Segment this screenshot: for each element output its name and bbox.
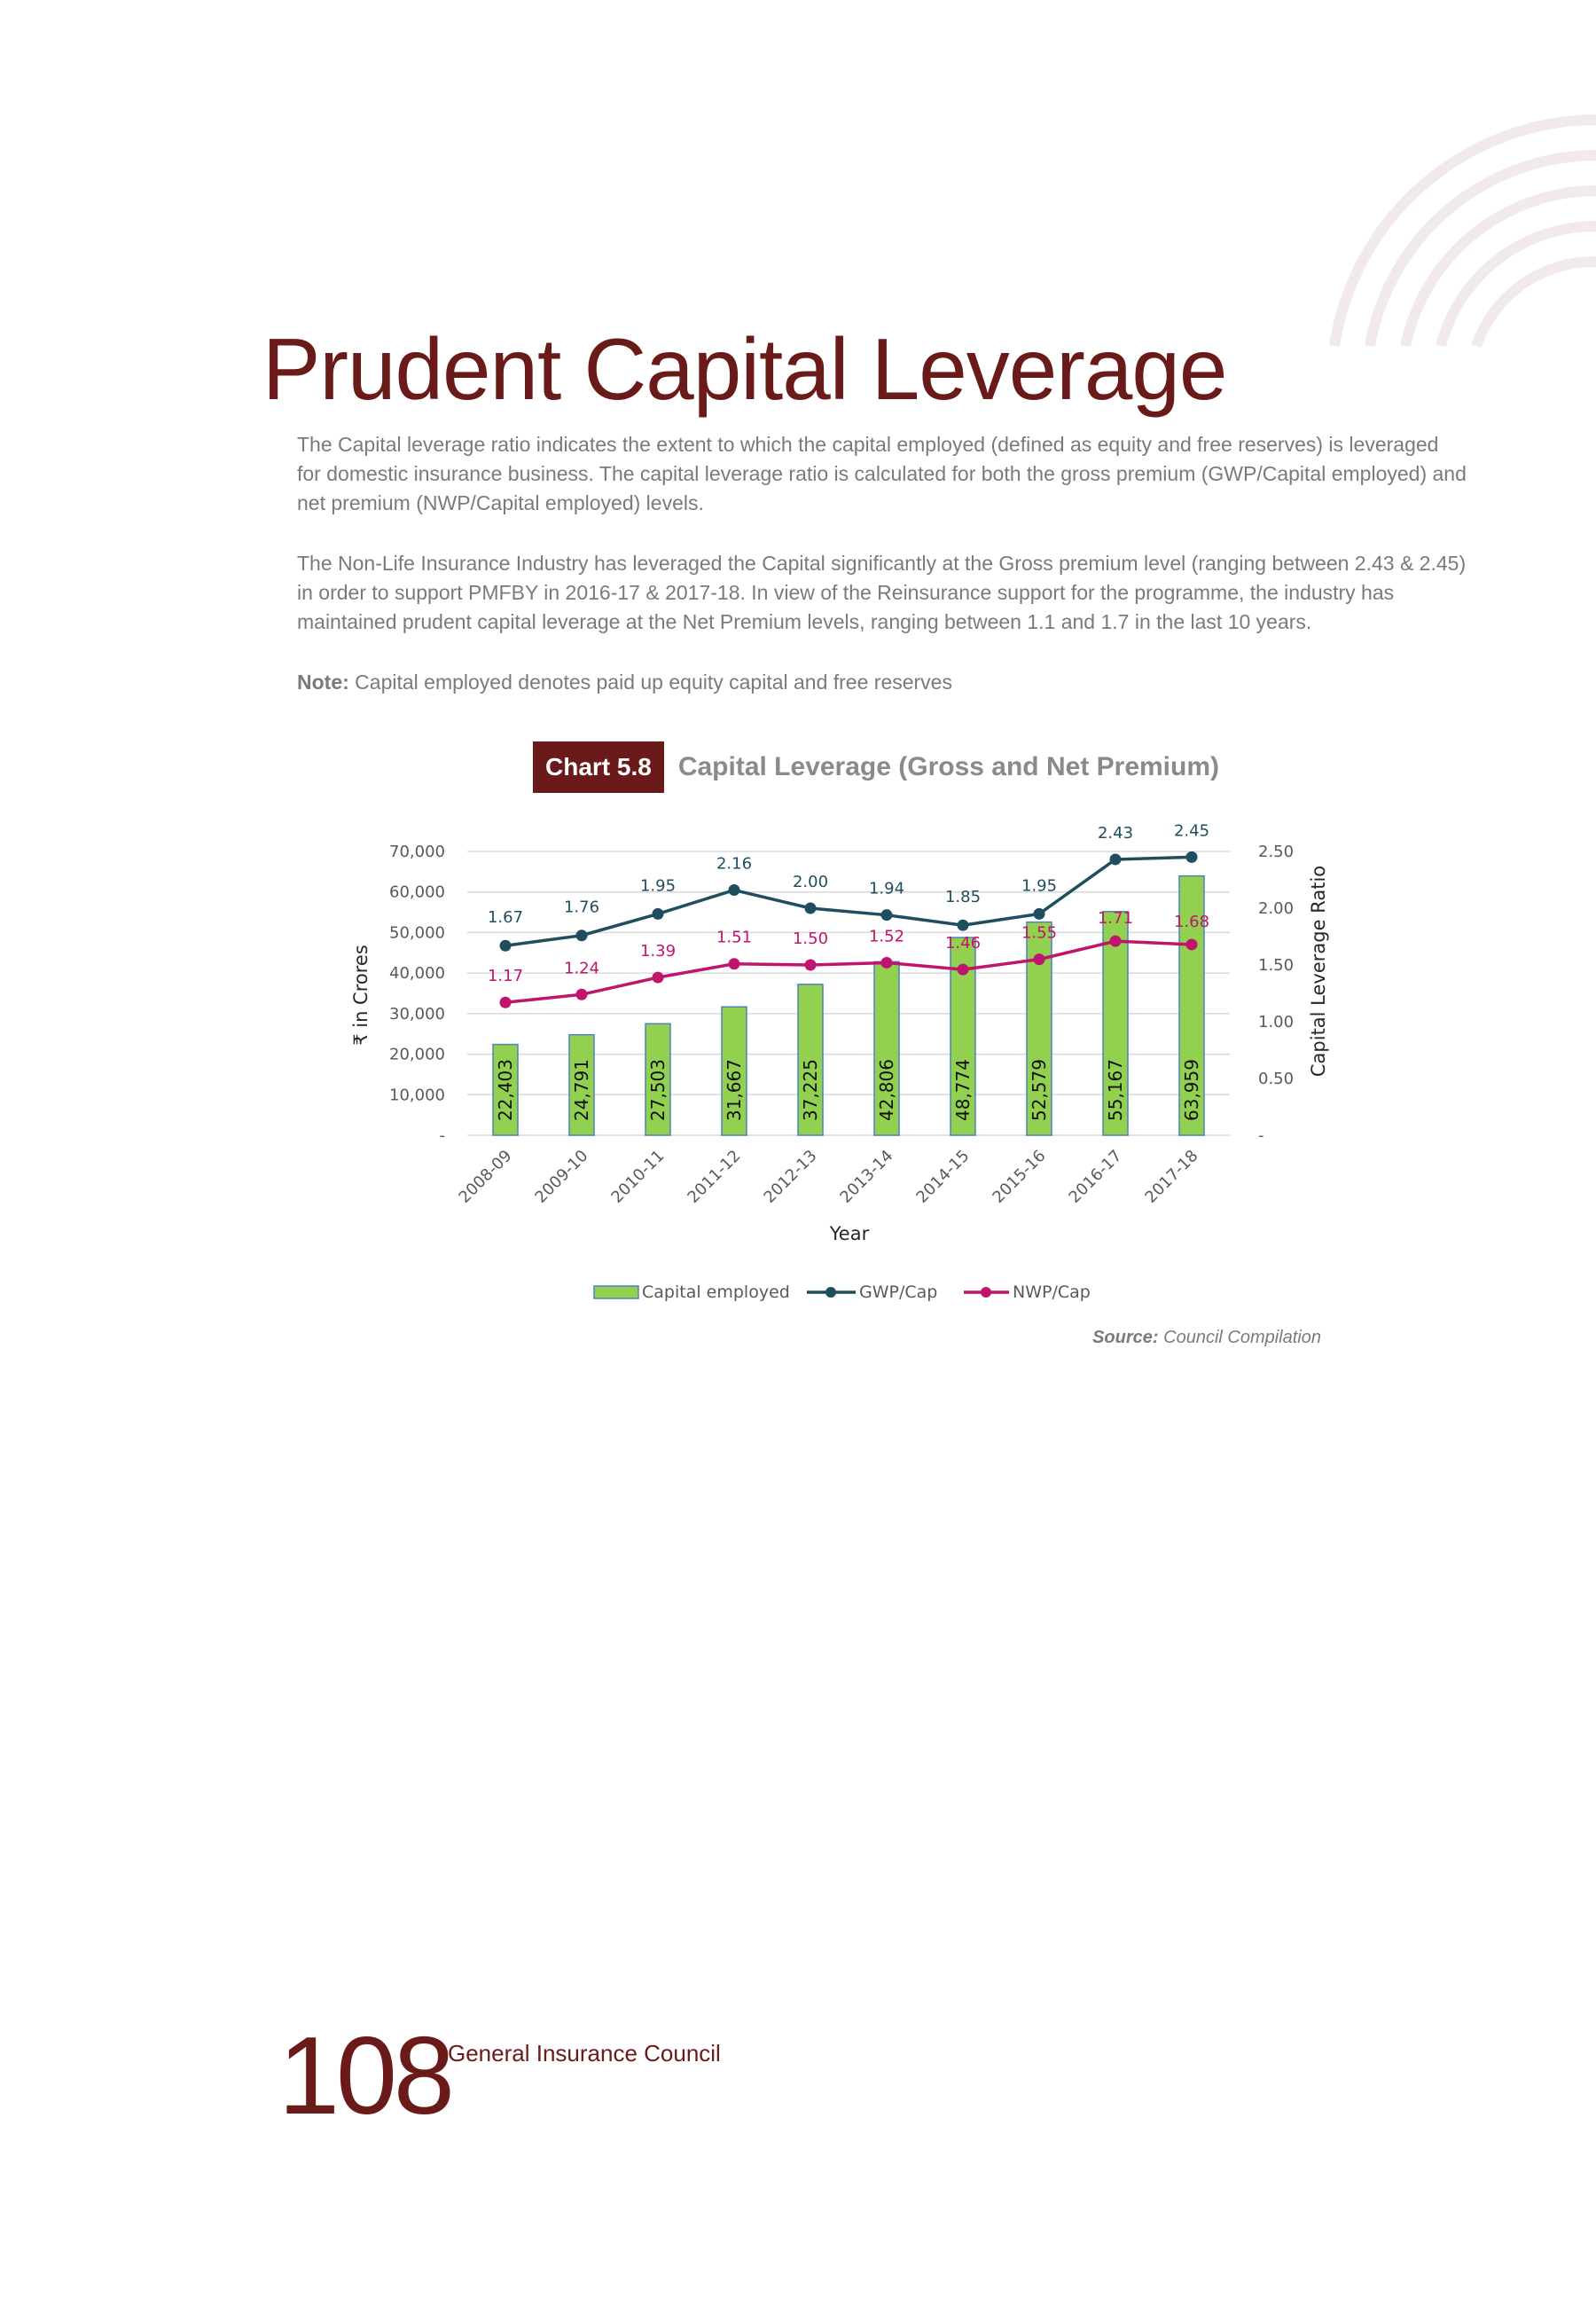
nwp-point — [881, 957, 893, 969]
legend-swatch-capital — [594, 1286, 638, 1298]
nwp-value-label: 1.39 — [639, 942, 677, 961]
nwp-point — [576, 989, 588, 1000]
note-text: Capital employed denotes paid up equity capital and free reserves — [355, 671, 952, 694]
gwp-value-label: 1.85 — [944, 888, 982, 907]
gwp-value-label: 1.67 — [487, 908, 524, 928]
x-tick-label: 2010-11 — [607, 1146, 669, 1207]
gwp-point — [1110, 853, 1122, 865]
note-label: Note: — [297, 671, 349, 694]
gwp-point — [881, 909, 893, 921]
footer-label: General Insurance Council — [448, 2040, 721, 2067]
y-tick-label: 70,000 — [389, 843, 445, 861]
legend-label-capital: Capital employed — [642, 1282, 790, 1302]
nwp-value-label: 1.52 — [868, 927, 905, 946]
page-number: 108 — [278, 2015, 451, 2137]
gwp-value-label: 2.45 — [1173, 821, 1210, 841]
legend-marker-gwp — [825, 1287, 836, 1298]
gwp-point — [500, 940, 512, 952]
nwp-point — [729, 958, 740, 969]
source-label: Source: — [1092, 1328, 1159, 1347]
nwp-value-label: 1.55 — [1021, 923, 1058, 943]
x-tick-label: 2011-12 — [684, 1146, 745, 1207]
x-tick-label: 2014-15 — [912, 1146, 974, 1207]
y-tick-label: 30,000 — [389, 1004, 445, 1024]
gwp-value-label: 1.94 — [868, 879, 905, 898]
bar-value-label: 24,791 — [571, 1059, 592, 1121]
nwp-line — [505, 941, 1192, 1002]
industry-paragraph: The Non-Life Insurance Industry has leveraged the Capital significantly at the Gross premium level (ranging between 2.43 & 2.45) in order to support PMFBY in 2016-17 & 2017-18. In view of the Reinsurance support for the programme, the industry has maintained prudent capital leverage at the Net Premium levels, ranging between 1.1 and 1.7 in the last 10 years. — [297, 552, 1467, 633]
gwp-value-label: 2.00 — [792, 873, 829, 891]
nwp-point — [500, 997, 512, 1008]
y2-tick-label: 0.50 — [1258, 1070, 1295, 1088]
nwp-point — [958, 964, 969, 976]
y2-axis-title: Capital Leverage Ratio — [1308, 865, 1329, 1078]
y2-tick-label: 1.50 — [1258, 956, 1295, 975]
y-tick-label: 50,000 — [389, 923, 445, 943]
x-tick-label: 2009-10 — [531, 1146, 592, 1207]
gwp-value-label: 1.95 — [1021, 876, 1058, 896]
bar-value-label: 31,667 — [724, 1059, 745, 1121]
bar-value-label: 22,403 — [495, 1059, 516, 1121]
gwp-value-label: 2.16 — [716, 854, 753, 874]
gwp-point — [1186, 851, 1198, 863]
legend-label-gwp: GWP/Cap — [859, 1282, 938, 1302]
gwp-point — [805, 903, 817, 914]
gwp-value-label: 1.95 — [639, 876, 677, 896]
page-title: Prudent Capital Leverage — [262, 320, 1227, 418]
y-tick-label: - — [439, 1126, 445, 1145]
gwp-point — [653, 908, 664, 920]
y2-tick-label: 2.50 — [1258, 843, 1295, 861]
x-tick-label: 2013-14 — [836, 1146, 897, 1207]
y-tick-label: 20,000 — [389, 1045, 445, 1064]
legend-label-nwp: NWP/Cap — [1013, 1282, 1091, 1302]
gwp-point — [729, 884, 740, 896]
bar-value-label: 48,774 — [952, 1059, 974, 1121]
bar-value-label: 42,806 — [876, 1059, 897, 1121]
x-tick-label: 2017-18 — [1141, 1146, 1202, 1207]
intro-paragraph: The Capital leverage ratio indicates the extent to which the capital employed (defined as equity and free reserves) is leveraged for domestic insurance business. The capital leverage ratio is calculated for both the gross premium (GWP/Capital employed) and net premium (NWP/Capital employed) levels. — [297, 433, 1467, 514]
legend-marker-nwp — [981, 1287, 991, 1298]
bar-value-label: 63,959 — [1181, 1059, 1202, 1121]
gwp-value-label: 1.76 — [563, 898, 600, 917]
x-tick-label: 2012-13 — [760, 1146, 821, 1207]
y2-tick-label: 2.00 — [1258, 899, 1295, 918]
nwp-value-label: 1.50 — [792, 929, 829, 948]
nwp-point — [805, 960, 817, 971]
y2-tick-label: 1.00 — [1258, 1013, 1295, 1031]
chart-badge: Chart 5.8 — [533, 741, 664, 793]
bar-value-label: 55,167 — [1105, 1059, 1126, 1121]
nwp-point — [1110, 936, 1122, 947]
y-tick-label: 10,000 — [389, 1086, 445, 1105]
gwp-point — [576, 929, 588, 941]
x-tick-label: 2016-17 — [1065, 1146, 1126, 1207]
chart-title: Capital Leverage (Gross and Net Premium) — [677, 752, 1220, 781]
source-text: Council Compilation — [1163, 1328, 1321, 1347]
nwp-value-label: 1.46 — [944, 934, 982, 953]
y-axis-title: ₹ in Crores — [350, 945, 372, 1046]
gwp-point — [958, 920, 969, 931]
bar-value-label: 37,225 — [800, 1059, 821, 1121]
nwp-value-label: 1.71 — [1097, 909, 1134, 929]
x-tick-label: 2015-16 — [989, 1146, 1050, 1207]
x-tick-label: 2008-09 — [455, 1146, 516, 1207]
nwp-point — [1186, 938, 1198, 950]
gwp-value-label: 2.43 — [1097, 823, 1134, 843]
gwp-point — [1034, 908, 1045, 920]
nwp-value-label: 1.17 — [487, 967, 524, 986]
nwp-value-label: 1.51 — [716, 928, 753, 947]
y-tick-label: 40,000 — [389, 964, 445, 984]
source-note — [887, 1328, 1321, 1348]
y2-tick-label: - — [1258, 1126, 1264, 1145]
nwp-value-label: 1.68 — [1173, 912, 1210, 931]
y-tick-label: 60,000 — [389, 882, 445, 902]
nwp-point — [653, 972, 664, 984]
bar-value-label: 52,579 — [1029, 1059, 1050, 1121]
x-axis-title: Year — [829, 1223, 870, 1244]
bar-value-label: 27,503 — [647, 1059, 669, 1121]
nwp-point — [1034, 953, 1045, 965]
nwp-value-label: 1.24 — [563, 959, 600, 978]
